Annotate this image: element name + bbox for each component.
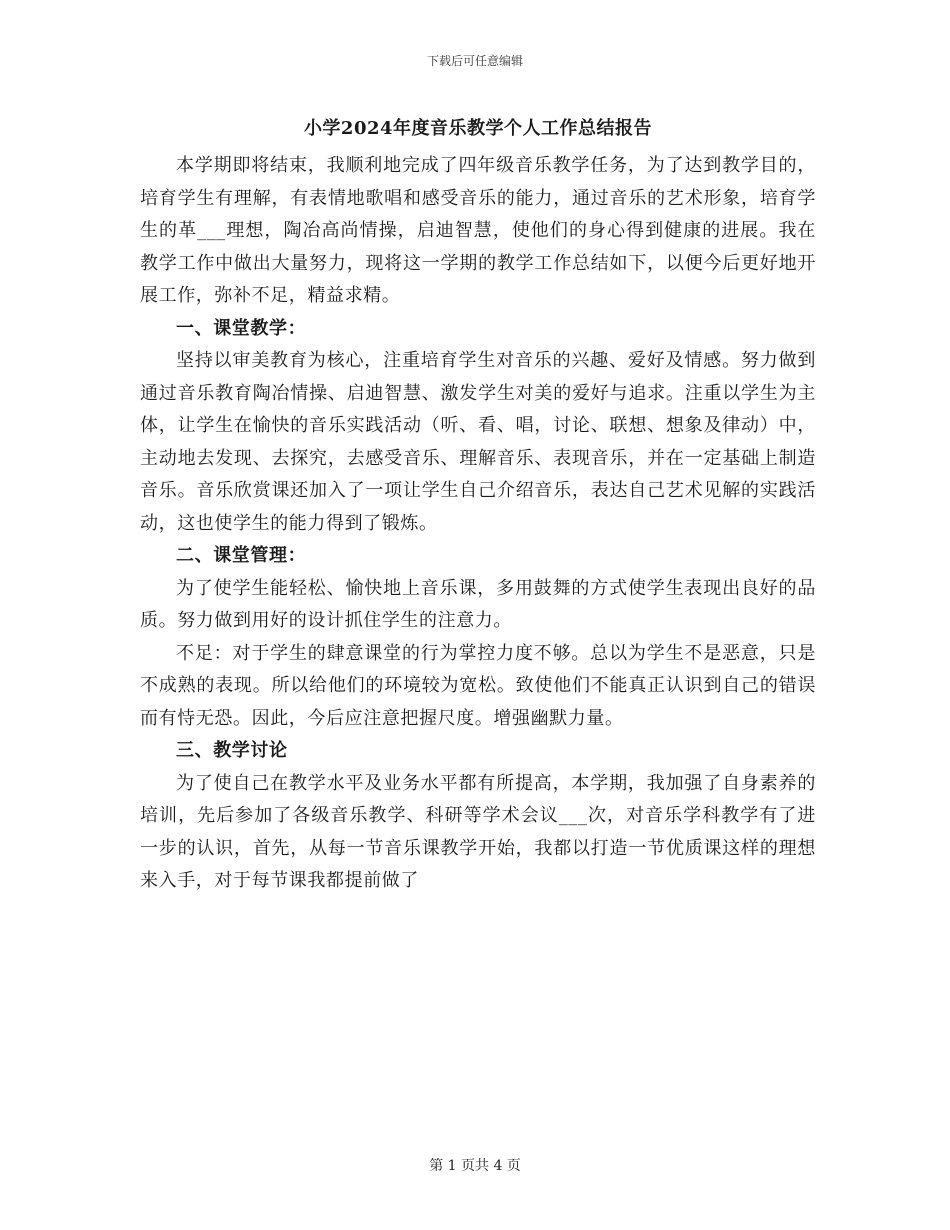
- section-heading-classroom-management: 二、课堂管理：: [176, 545, 307, 566]
- document-body: [140, 112, 816, 898]
- section-paragraph-shortcomings: 不足：对于学生的肆意课堂的行为掌控力度不够。总以为学生不是恶意，只是不成熟的表现。所以给他们的环境较为宽松。致使他们不能真正认识到自己的错误而有恃无恐。因此，今后应注意把握尺度。增强幽默力量。: [140, 642, 816, 729]
- page-header-note: 下载后可任意编辑: [426, 54, 523, 68]
- page-number: 第 1 页共 4 页: [429, 1158, 521, 1174]
- document-title: 小学2024年度音乐教学个人工作总结报告: [303, 118, 653, 139]
- section-paragraph: 坚持以审美教育为核心，注重培育学生对音乐的兴趣、爱好及情感。努力做到通过音乐教育陶冶情操、启迪智慧、激发学生对美的爱好与追求。注重以学生为主体，让学生在愉快的音乐实践活动（听、看、唱，讨论、联想、想象及律动）中，主动地去发现、去探究，去感受音乐、理解音乐、表现音乐，并在一定基础上制造音乐。音乐欣赏课还加入了一项让学生自己介绍音乐，表达自己艺术见解的实践活动，这也使学生的能力得到了锻炼。: [140, 350, 816, 534]
- section-heading-teaching-research: 三、教学讨论: [176, 740, 288, 761]
- section-heading-classroom-teaching: 一、课堂教学：: [176, 317, 307, 339]
- intro-paragraph: 本学期即将结束，我顺利地完成了四年级音乐教学任务，为了达到教学目的，培育学生有理解，有表情地歌唱和感受音乐的能力，通过音乐的艺术形象，培育学生的革___理想，陶冶高尚情操，启迪智慧，使他们的身心得到健康的进展。我在教学工作中做出大量努力，现将这一学期的教学工作总结如下，以便今后更好地开展工作，弥补不足，精益求精。: [140, 155, 816, 306]
- section-paragraph: 为了使自己在教学水平及业务水平都有所提高，本学期，我加强了自身素养的培训，先后参加了各级音乐教学、科研等学术会议___次，对音乐学科教学有了进一步的认识，首先，从每一节音乐课教学开始，我都以打造一节优质课这样的理想来入手，对于每节课我都提前做了: [140, 772, 816, 891]
- section-paragraph: 为了使学生能轻松、愉快地上音乐课，多用鼓舞的方式使学生表现出良好的品质。努力做到用好的设计抓住学生的注意力。: [140, 577, 816, 631]
